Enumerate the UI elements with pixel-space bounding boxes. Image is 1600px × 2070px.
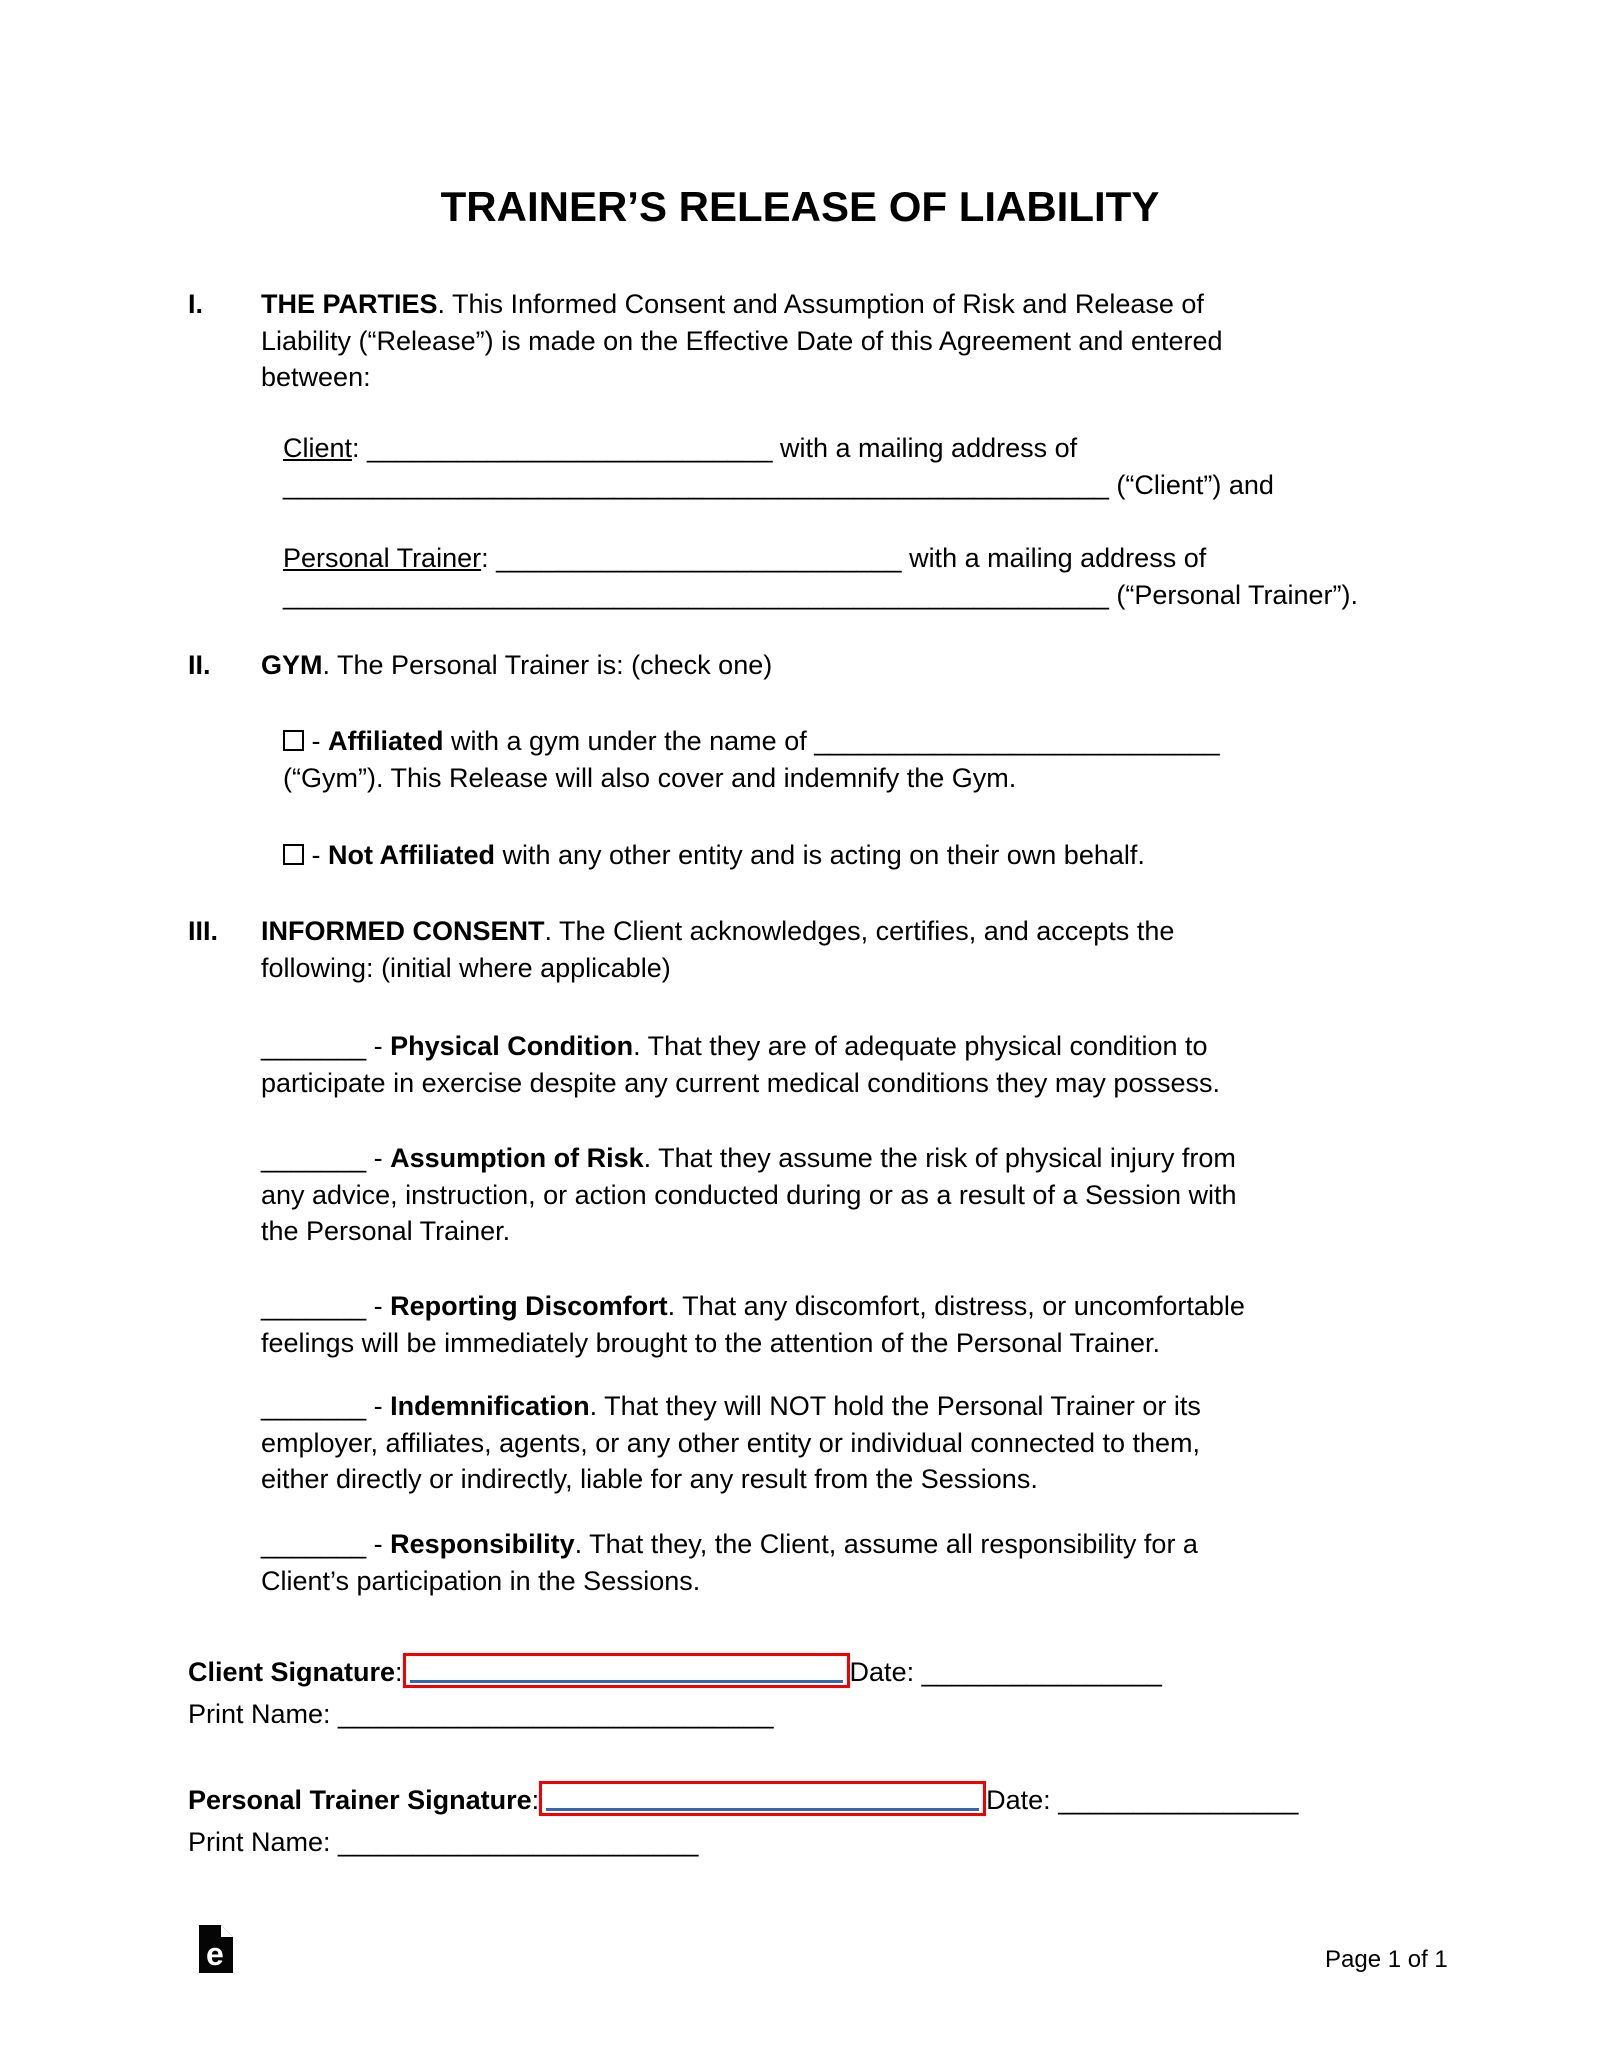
text-line: _______ - Indemnification. That they will NOT hold the Personal Trainer or its: [261, 1391, 1201, 1421]
text-line: _______ - Physical Condition. That they are of adequate physical condition to: [261, 1031, 1208, 1061]
client-address-blank[interactable]: _______________________________________________________: [283, 469, 1109, 500]
initial-blank-responsibility[interactable]: _______: [261, 1529, 367, 1559]
client-signature-label: Client Signature: [188, 1657, 396, 1687]
signature-line: Personal Trainer Signature: Date: ________________: [188, 1780, 1538, 1820]
text-line: between:: [261, 362, 371, 392]
text-line: Personal Trainer: ___________________________ with a mailing address of: [283, 543, 1207, 573]
print-name-label: Print Name:: [188, 1699, 339, 1729]
consent-item-assumption-of-risk: [261, 1140, 1541, 1250]
client-party-paragraph: [283, 430, 1533, 503]
option-term: Affiliated: [328, 726, 444, 756]
section-heading: GYM: [261, 650, 323, 680]
text-line: GYM. The Personal Trainer is: (check one): [261, 650, 773, 680]
item-term: Reporting Discomfort: [390, 1291, 668, 1321]
section-text: . This Informed Consent and Assumption of Risk and Release of: [437, 289, 1204, 319]
trainer-signature-block: [188, 1780, 1538, 1861]
text-line: feelings will be immediately brought to the attention of the Personal Trainer.: [261, 1327, 1161, 1358]
section-number: II.: [188, 650, 211, 680]
text-line: INFORMED CONSENT. The Client acknowledges, certifies, and accepts the: [261, 916, 1175, 946]
consent-item-responsibility: [261, 1526, 1541, 1599]
trainer-signature-field[interactable]: [539, 1781, 986, 1816]
client-signature-block: [188, 1652, 1538, 1733]
trainer-address-blank[interactable]: _______________________________________________________: [283, 579, 1109, 610]
text-line: following: (initial where applicable): [261, 952, 671, 983]
client-name-blank[interactable]: ___________________________: [367, 433, 773, 463]
consent-item-reporting-discomfort: [261, 1288, 1541, 1361]
item-term: Indemnification: [390, 1391, 590, 1421]
text-line: Client’s participation in the Sessions.: [261, 1565, 701, 1596]
signature-field-underline: [410, 1680, 843, 1683]
gym-name-blank[interactable]: ___________________________: [814, 726, 1220, 756]
checkbox-not-affiliated[interactable]: [283, 844, 304, 865]
text-line: _______________________________________________________ (“Client”) and: [283, 469, 1274, 500]
item-term: Assumption of Risk: [390, 1143, 644, 1173]
date-label: Date:: [986, 1785, 1059, 1815]
not-affiliated-option: [283, 837, 1533, 874]
text-line: (“Gym”). This Release will also cover and indemnify the Gym.: [283, 762, 1017, 793]
text-line: _______ - Responsibility. That they, the Client, assume all responsibility for a: [261, 1529, 1198, 1559]
affiliated-option: [283, 723, 1533, 796]
text-line: the Personal Trainer.: [261, 1216, 511, 1246]
signature-line: Client Signature: Date: ________________: [188, 1652, 1538, 1692]
text-line: - Affiliated with a gym under the name of ___________________________: [283, 723, 1533, 760]
item-term: Responsibility: [390, 1529, 575, 1559]
item-term: Physical Condition: [390, 1031, 634, 1061]
trainer-date-blank[interactable]: ________________: [1058, 1785, 1299, 1815]
consent-item-indemnification: [261, 1388, 1541, 1498]
initial-blank-indemnification[interactable]: _______: [261, 1391, 367, 1421]
section-gym: [188, 647, 1488, 684]
print-name-line: [188, 1824, 1538, 1861]
checkbox-affiliated[interactable]: [283, 730, 304, 751]
client-date-blank[interactable]: ________________: [921, 1657, 1162, 1687]
trainer-signature-label: Personal Trainer Signature: [188, 1785, 532, 1815]
text-line: _______________________________________________________ (“Personal Trainer”).: [283, 579, 1358, 610]
text-line: employer, affiliates, agents, or any other entity or individual connected to them,: [261, 1427, 1201, 1458]
initial-blank-assumption-of-risk[interactable]: _______: [261, 1143, 367, 1173]
initial-blank-reporting-discomfort[interactable]: _______: [261, 1291, 367, 1321]
signature-field-underline: [546, 1808, 979, 1811]
trainer-print-name-blank[interactable]: ________________________: [338, 1827, 699, 1857]
client-signature-field[interactable]: [403, 1653, 850, 1688]
consent-item-physical-condition: [261, 1028, 1541, 1101]
text-line: Liability (“Release”) is made on the Effective Date of this Agreement and entered: [261, 325, 1223, 356]
trainer-name-blank[interactable]: ___________________________: [496, 543, 902, 573]
date-label: Date:: [849, 1657, 922, 1687]
trainer-party-paragraph: [283, 540, 1533, 613]
section-heading: THE PARTIES: [261, 289, 438, 319]
text-line: any advice, instruction, or action conducted during or as a result of a Session with: [261, 1179, 1237, 1210]
print-name-line: [188, 1696, 1538, 1733]
section-number: III.: [188, 916, 219, 946]
section-parties: [188, 286, 1488, 396]
text-line: [261, 286, 1488, 323]
initial-blank-physical-condition[interactable]: _______: [261, 1031, 367, 1061]
client-print-name-blank[interactable]: _____________________________: [338, 1699, 774, 1729]
text-line: - Not Affiliated with any other entity and is acting on their own behalf.: [283, 837, 1533, 874]
section-heading: INFORMED CONSENT: [261, 916, 545, 946]
page-number: Page 1 of 1: [1325, 1946, 1448, 1973]
text-line: either directly or indirectly, liable for any result from the Sessions.: [261, 1464, 1038, 1494]
client-label: Client: [283, 433, 353, 463]
svg-text:e: e: [206, 1936, 224, 1972]
option-term: Not Affiliated: [328, 840, 495, 870]
text-line: _______ - Assumption of Risk. That they assume the risk of physical injury from: [261, 1143, 1236, 1173]
section-informed-consent: [188, 913, 1488, 986]
section-number: I.: [188, 289, 204, 319]
page-title: TRAINER’S RELEASE OF LIABILITY: [440, 183, 1160, 230]
text-line: participate in exercise despite any current medical conditions they may possess.: [261, 1067, 1220, 1098]
text-line: Client: ___________________________ with a mailing address of: [283, 433, 1078, 463]
eforms-logo-icon: [199, 1925, 233, 1973]
print-name-label: Print Name:: [188, 1827, 339, 1857]
text-line: _______ - Reporting Discomfort. That any discomfort, distress, or uncomfortable: [261, 1291, 1245, 1321]
trainer-label: Personal Trainer: [283, 543, 482, 573]
